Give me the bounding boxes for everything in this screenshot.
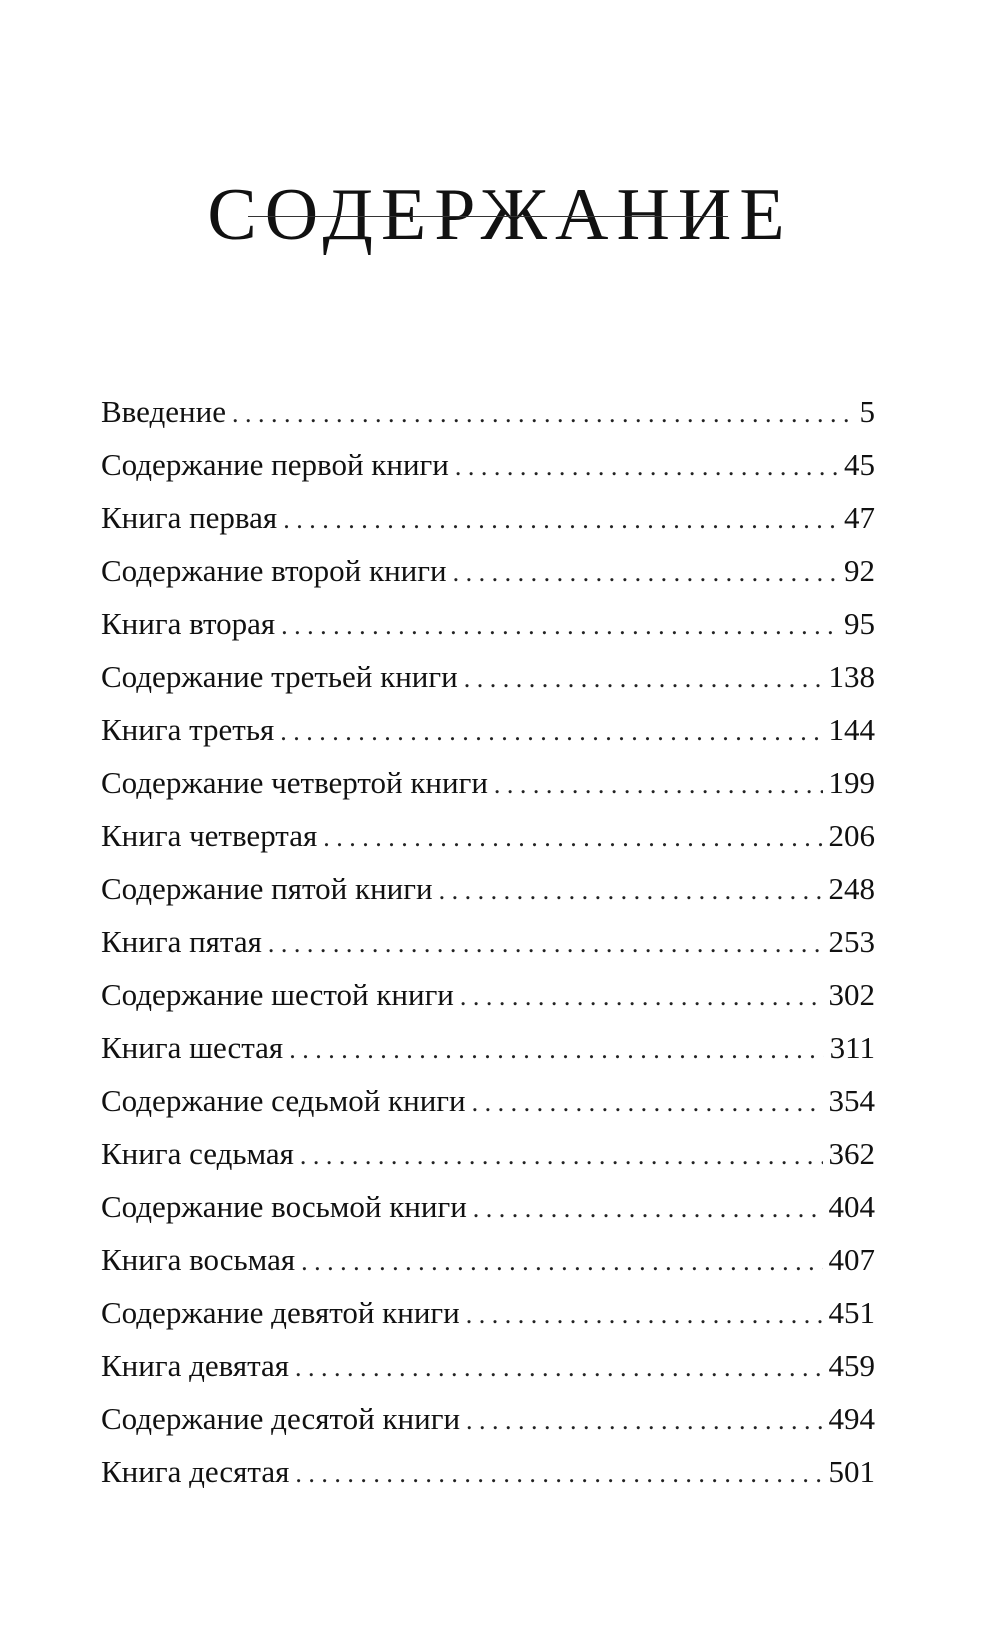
toc-entry-page: 199 [828,765,875,800]
toc-entry-page: 354 [828,1083,875,1118]
toc-entry[interactable] [101,756,875,809]
toc-entry-title: Содержание четвертой книги [101,765,488,800]
dot-leader [466,1394,822,1447]
toc-entry-title: Содержание шестой книги [101,977,454,1012]
toc-entry[interactable] [101,915,875,968]
toc-entry-page: 302 [828,977,875,1012]
toc-entry-page: 253 [828,924,875,959]
toc-entry-title: Книга восьмая [101,1242,296,1277]
title-underline [248,216,728,217]
toc-entry-title: Содержание пятой книги [101,871,433,906]
page-title: СОДЕРЖАНИЕ [207,173,793,256]
dot-leader [295,1447,822,1500]
toc-entry[interactable] [101,438,875,491]
toc-entry-title: Книга десятая [101,1454,290,1489]
toc-entry-title: Книга вторая [101,606,276,641]
toc-entry-title: Книга девятая [101,1348,290,1383]
dot-leader [301,1235,822,1288]
toc-entry-title: Содержание первой книги [101,447,449,482]
toc-entry-title: Книга первая [101,500,278,535]
toc-entry[interactable] [101,1233,875,1286]
toc-entry-title: Книга пятая [101,924,262,959]
toc-entry[interactable] [101,1074,875,1127]
toc-entry-page: 206 [828,818,875,853]
toc-entry[interactable] [101,703,875,756]
dot-leader [323,811,822,864]
toc-entry[interactable] [101,1180,875,1233]
toc-entry-title: Содержание второй книги [101,553,447,588]
dot-leader [472,1076,823,1129]
table-of-contents [101,385,875,1498]
toc-entry-page: 92 [844,553,875,588]
toc-entry-title: Введение [101,394,226,429]
toc-entry-title: Содержание десятой книги [101,1401,461,1436]
dot-leader [455,440,838,493]
dot-leader [460,970,823,1023]
dot-leader [295,1341,822,1394]
dot-leader [300,1129,823,1182]
toc-entry-page: 95 [844,606,875,641]
toc-entry-title: Содержание восьмой книги [101,1189,467,1224]
toc-entry-page: 5 [859,394,875,429]
dot-leader [268,917,823,970]
toc-entry[interactable] [101,1445,875,1498]
toc-entry-page: 451 [828,1295,875,1330]
toc-entry-page: 45 [844,447,875,482]
toc-entry-title: Содержание седьмой книги [101,1083,466,1118]
toc-entry-page: 47 [844,500,875,535]
toc-entry-page: 494 [828,1401,875,1436]
toc-entry[interactable] [101,1339,875,1392]
toc-entry-page: 144 [828,712,875,747]
toc-entry-title: Книга шестая [101,1030,284,1065]
toc-entry-title: Книга третья [101,712,275,747]
toc-entry-page: 362 [828,1136,875,1171]
dot-leader [439,864,823,917]
toc-entry[interactable] [101,1021,875,1074]
toc-entry[interactable] [101,862,875,915]
toc-entry[interactable] [101,1127,875,1180]
toc-entry[interactable] [101,544,875,597]
toc-entry-page: 311 [829,1030,875,1065]
dot-leader [281,599,838,652]
dot-leader [466,1288,823,1341]
toc-entry[interactable] [101,385,875,438]
toc-entry-page: 248 [828,871,875,906]
toc-entry-page: 459 [828,1348,875,1383]
toc-entry[interactable] [101,650,875,703]
dot-leader [494,758,823,811]
toc-entry-page: 404 [828,1189,875,1224]
toc-entry-page: 407 [828,1242,875,1277]
toc-entry[interactable] [101,809,875,862]
dot-leader [283,493,838,546]
toc-entry-title: Содержание девятой книги [101,1295,460,1330]
toc-entry[interactable] [101,1392,875,1445]
toc-entry[interactable] [101,968,875,1021]
dot-leader [464,652,823,705]
dot-leader [473,1182,823,1235]
dot-leader [453,546,838,599]
toc-entry-title: Книга четвертая [101,818,318,853]
toc-entry-title: Книга седьмая [101,1136,294,1171]
dot-leader [289,1023,823,1076]
toc-entry-page: 501 [828,1454,875,1489]
dot-leader [232,387,854,440]
toc-entry[interactable] [101,1286,875,1339]
dot-leader [280,705,822,758]
toc-entry[interactable] [101,597,875,650]
toc-entry-title: Содержание третьей книги [101,659,458,694]
toc-entry[interactable] [101,491,875,544]
toc-entry-page: 138 [828,659,875,694]
